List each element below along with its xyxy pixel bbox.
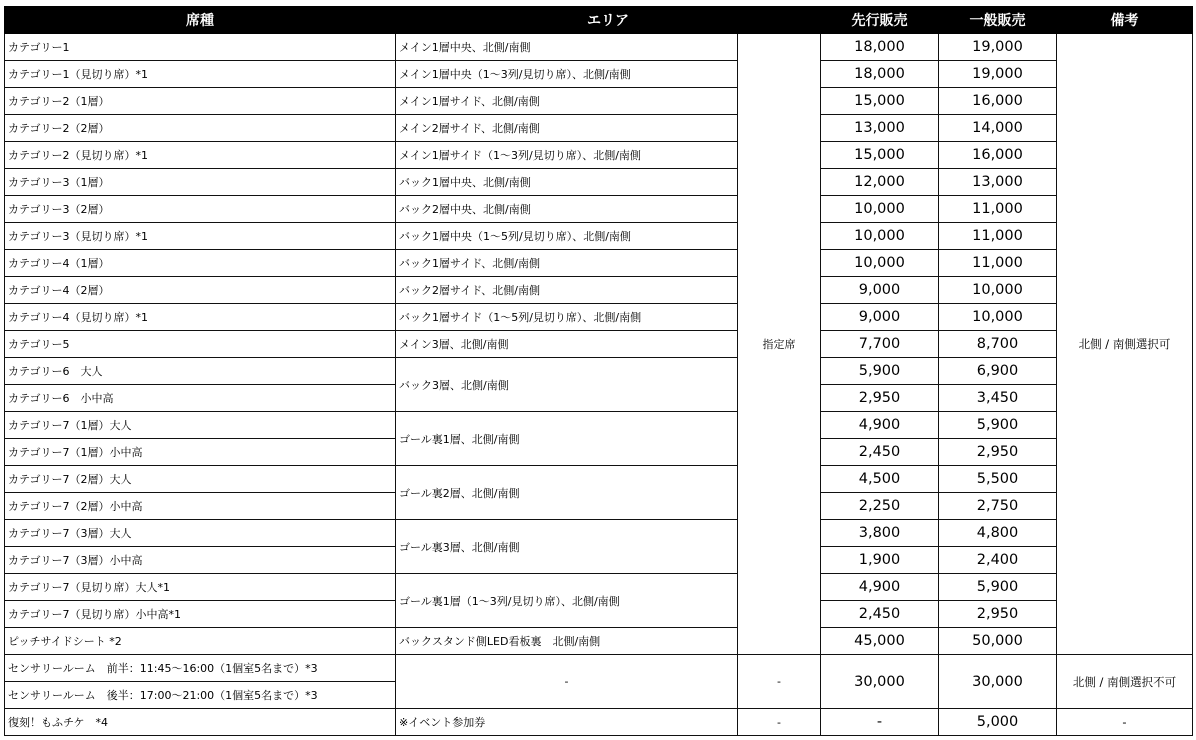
table-row <box>5 574 1193 601</box>
general-price-cell: 11,000 <box>939 223 1057 250</box>
seat-cell: 復刻！もふチケ *4 <box>5 709 396 736</box>
seat-cell: センサリールーム 前半：11:45～16:00（1個室5名まで）*3 <box>5 655 396 682</box>
presale-price-cell: 18,000 <box>821 61 939 88</box>
seat-cell: カテゴリー2（2層） <box>5 115 396 142</box>
presale-price-cell: 10,000 <box>821 196 939 223</box>
seat-cell: カテゴリー7（3層）小中高 <box>5 547 396 574</box>
seat-cell: センサリールーム 後半：17:00～21:00（1個室5名まで）*3 <box>5 682 396 709</box>
presale-price-cell: 2,950 <box>821 385 939 412</box>
area-cell: バックスタンド側LED看板裏 北側/南側 <box>396 628 738 655</box>
general-price-cell: 10,000 <box>939 304 1057 331</box>
seat-cell: カテゴリー6 小中高 <box>5 385 396 412</box>
presale-price-cell: 13,000 <box>821 115 939 142</box>
seat-cell: カテゴリー7（1層）小中高 <box>5 439 396 466</box>
general-price-cell: 30,000 <box>939 655 1057 709</box>
general-price-cell: 16,000 <box>939 142 1057 169</box>
header-general: 一般販売 <box>939 7 1057 34</box>
presale-price-cell: 12,000 <box>821 169 939 196</box>
seat-cell: ピッチサイドシート *2 <box>5 628 396 655</box>
area-cell: メイン1層中央、北側/南側 <box>396 34 738 61</box>
seat-cell: カテゴリー7（見切り席）小中高*1 <box>5 601 396 628</box>
general-price-cell: 2,950 <box>939 439 1057 466</box>
presale-price-cell: 5,900 <box>821 358 939 385</box>
remarks-cell: 北側 / 南側選択可 <box>1057 34 1193 655</box>
area-cell: メイン2層サイド、北側/南側 <box>396 115 738 142</box>
seat-type-cell: 指定席 <box>738 34 821 655</box>
area-cell: バック1層中央（1～5列/見切り席）、北側/南側 <box>396 223 738 250</box>
table-row <box>5 628 1193 655</box>
seat-cell: カテゴリー4（見切り席）*1 <box>5 304 396 331</box>
general-price-cell: 14,000 <box>939 115 1057 142</box>
presale-price-cell: 4,500 <box>821 466 939 493</box>
seat-cell: カテゴリー2（1層） <box>5 88 396 115</box>
header-row <box>5 7 1193 34</box>
remarks-cell: - <box>1057 709 1193 736</box>
area-cell: バック1層サイド（1～5列/見切り席）、北側/南側 <box>396 304 738 331</box>
table-row <box>5 196 1193 223</box>
area-cell: ゴール裏1層（1～3列/見切り席）、北側/南側 <box>396 574 738 628</box>
general-price-cell: 16,000 <box>939 88 1057 115</box>
presale-price-cell: - <box>821 709 939 736</box>
seat-cell: カテゴリー3（2層） <box>5 196 396 223</box>
general-price-cell: 4,800 <box>939 520 1057 547</box>
general-price-cell: 2,950 <box>939 601 1057 628</box>
table-row <box>5 88 1193 115</box>
area-cell: バック1層サイド、北側/南側 <box>396 250 738 277</box>
presale-price-cell: 18,000 <box>821 34 939 61</box>
seat-cell: カテゴリー4（2層） <box>5 277 396 304</box>
general-price-cell: 6,900 <box>939 358 1057 385</box>
seat-cell: カテゴリー1（見切り席）*1 <box>5 61 396 88</box>
presale-price-cell: 9,000 <box>821 304 939 331</box>
area-cell: バック2層中央、北側/南側 <box>396 196 738 223</box>
area-cell: ※イベント参加券 <box>396 709 738 736</box>
presale-price-cell: 15,000 <box>821 142 939 169</box>
seat-cell: カテゴリー4（1層） <box>5 250 396 277</box>
seat-type-cell: - <box>738 709 821 736</box>
general-price-cell: 19,000 <box>939 61 1057 88</box>
seat-cell: カテゴリー7（見切り席）大人*1 <box>5 574 396 601</box>
table-row <box>5 709 1193 736</box>
remarks-cell: 北側 / 南側選択不可 <box>1057 655 1193 709</box>
table-row <box>5 655 1193 682</box>
presale-price-cell: 2,450 <box>821 601 939 628</box>
general-price-cell: 10,000 <box>939 277 1057 304</box>
presale-price-cell: 2,250 <box>821 493 939 520</box>
general-price-cell: 2,750 <box>939 493 1057 520</box>
table-row <box>5 520 1193 547</box>
presale-price-cell: 4,900 <box>821 412 939 439</box>
area-cell: メイン1層サイド（1～3列/見切り席）、北側/南側 <box>396 142 738 169</box>
seat-cell: カテゴリー2（見切り席）*1 <box>5 142 396 169</box>
general-price-cell: 19,000 <box>939 34 1057 61</box>
general-price-cell: 2,400 <box>939 547 1057 574</box>
table-row <box>5 358 1193 385</box>
presale-price-cell: 9,000 <box>821 277 939 304</box>
area-cell: ゴール裏3層、北側/南側 <box>396 520 738 574</box>
presale-price-cell: 7,700 <box>821 331 939 358</box>
table-row <box>5 466 1193 493</box>
general-price-cell: 5,000 <box>939 709 1057 736</box>
price-table <box>4 6 1193 736</box>
area-cell: バック2層サイド、北側/南側 <box>396 277 738 304</box>
area-cell: メイン1層中央（1～3列/見切り席）、北側/南側 <box>396 61 738 88</box>
presale-price-cell: 1,900 <box>821 547 939 574</box>
presale-price-cell: 15,000 <box>821 88 939 115</box>
table-row <box>5 34 1193 61</box>
presale-price-cell: 2,450 <box>821 439 939 466</box>
presale-price-cell: 10,000 <box>821 250 939 277</box>
seat-cell: カテゴリー7（1層）大人 <box>5 412 396 439</box>
seat-type-cell: - <box>738 655 821 709</box>
seat-cell: カテゴリー5 <box>5 331 396 358</box>
header-area: エリア <box>396 7 821 34</box>
area-cell: メイン3層、北側/南側 <box>396 331 738 358</box>
table-body <box>5 34 1193 736</box>
header-seat: 席種 <box>5 7 396 34</box>
table-row <box>5 304 1193 331</box>
area-cell: ゴール裏1層、北側/南側 <box>396 412 738 466</box>
general-price-cell: 3,450 <box>939 385 1057 412</box>
presale-price-cell: 45,000 <box>821 628 939 655</box>
seat-cell: カテゴリー7（3層）大人 <box>5 520 396 547</box>
area-cell: - <box>396 655 738 709</box>
table-row <box>5 169 1193 196</box>
seat-cell: カテゴリー1 <box>5 34 396 61</box>
header-presale: 先行販売 <box>821 7 939 34</box>
header-remarks: 備考 <box>1057 7 1193 34</box>
area-cell: バック1層中央、北側/南側 <box>396 169 738 196</box>
table-row <box>5 142 1193 169</box>
table-row <box>5 277 1193 304</box>
seat-cell: カテゴリー3（見切り席）*1 <box>5 223 396 250</box>
table-row <box>5 223 1193 250</box>
presale-price-cell: 30,000 <box>821 655 939 709</box>
seat-cell: カテゴリー3（1層） <box>5 169 396 196</box>
table-row <box>5 115 1193 142</box>
table-row <box>5 412 1193 439</box>
area-cell: バック3層、北側/南側 <box>396 358 738 412</box>
seat-cell: カテゴリー7（2層）小中高 <box>5 493 396 520</box>
presale-price-cell: 4,900 <box>821 574 939 601</box>
area-cell: ゴール裏2層、北側/南側 <box>396 466 738 520</box>
table-row <box>5 61 1193 88</box>
general-price-cell: 11,000 <box>939 250 1057 277</box>
area-cell: メイン1層サイド、北側/南側 <box>396 88 738 115</box>
general-price-cell: 13,000 <box>939 169 1057 196</box>
presale-price-cell: 10,000 <box>821 223 939 250</box>
general-price-cell: 5,900 <box>939 412 1057 439</box>
general-price-cell: 50,000 <box>939 628 1057 655</box>
presale-price-cell: 3,800 <box>821 520 939 547</box>
general-price-cell: 11,000 <box>939 196 1057 223</box>
general-price-cell: 5,900 <box>939 574 1057 601</box>
general-price-cell: 8,700 <box>939 331 1057 358</box>
seat-cell: カテゴリー6 大人 <box>5 358 396 385</box>
general-price-cell: 5,500 <box>939 466 1057 493</box>
table-row <box>5 250 1193 277</box>
seat-cell: カテゴリー7（2層）大人 <box>5 466 396 493</box>
table-row <box>5 331 1193 358</box>
